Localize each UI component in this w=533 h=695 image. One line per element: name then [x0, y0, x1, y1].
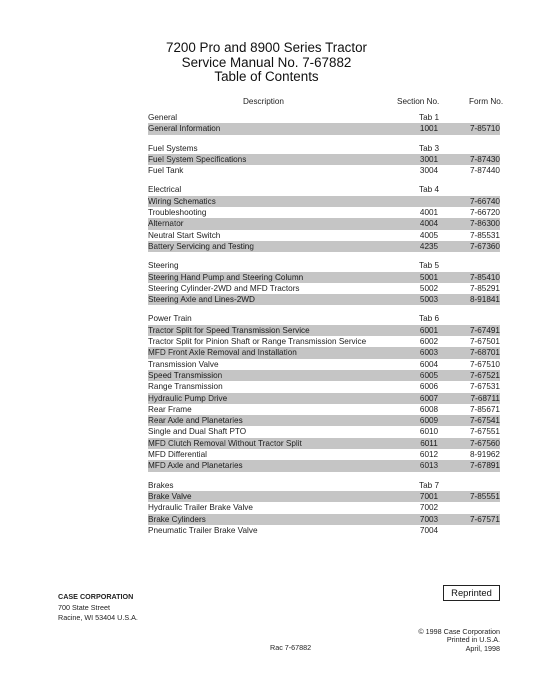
toc-description: Range Transmission	[148, 382, 223, 392]
toc-section-number: 6005	[419, 370, 439, 380]
toc-row	[148, 294, 500, 305]
toc-form-number: 8-91962	[469, 450, 500, 460]
toc-form-number: 7-67541	[469, 416, 500, 426]
toc-description: MFD Clutch Removal Without Tractor Split	[148, 438, 302, 448]
toc-section	[148, 260, 500, 305]
toc-row	[148, 230, 500, 241]
toc-row	[148, 347, 500, 358]
toc-description: Neutral Start Switch	[148, 230, 221, 240]
toc-row	[148, 415, 500, 426]
toc-row	[148, 525, 500, 536]
toc-section-number: 4001	[419, 208, 439, 218]
toc-form-number: 7-67551	[469, 427, 500, 437]
toc-form-number: 7-87430	[469, 154, 500, 164]
toc-row	[148, 123, 500, 134]
toc-section	[148, 313, 500, 471]
toc-section	[148, 480, 500, 536]
toc-row	[148, 370, 500, 381]
toc-form-number: 7-67571	[469, 514, 500, 524]
toc-description: Brake Cylinders	[148, 514, 206, 524]
section-heading	[148, 143, 500, 154]
toc-form-number: 7-67510	[469, 359, 500, 369]
toc-section-number: 3001	[419, 154, 439, 164]
toc-section	[148, 184, 500, 252]
toc-row	[148, 272, 500, 283]
section-tab: Tab 6	[418, 314, 440, 324]
toc-description: Fuel Tank	[148, 166, 184, 176]
toc-form-number: 7-85531	[469, 230, 500, 240]
toc-section-number: 6011	[420, 438, 438, 448]
section-heading	[148, 260, 500, 271]
toc-section-number: 4005	[419, 230, 439, 240]
column-header-section: Section No.	[397, 97, 440, 106]
toc-row	[148, 218, 500, 229]
toc-description: Steering Hand Pump and Steering Column	[148, 272, 304, 282]
toc-description: Rear Frame	[148, 404, 192, 414]
toc-section-number: 3004	[419, 166, 439, 176]
company-address	[58, 592, 138, 624]
toc-section-number: 6001	[419, 325, 439, 335]
toc-section-number: 4235	[419, 241, 439, 251]
section-heading	[148, 112, 500, 123]
toc-form-number: 7-86300	[469, 219, 500, 229]
toc-section-number: 6008	[419, 404, 439, 414]
company-street: 700 State Street	[58, 602, 110, 612]
section-name: Brakes	[148, 480, 174, 490]
toc-description: Rear Axle and Planetaries	[148, 416, 243, 426]
toc-description: Steering Axle and Lines-2WD	[148, 295, 255, 305]
company-name: CASE CORPORATION	[58, 592, 134, 601]
section-heading	[148, 313, 500, 324]
toc-description: Tractor Split for Pinion Shaft or Range Transmission Service	[148, 337, 367, 347]
toc-form-number: 7-67560	[469, 438, 500, 448]
toc-form-number: 7-68701	[469, 348, 500, 358]
toc-section-number: 7004	[419, 525, 439, 535]
toc-row	[148, 154, 500, 165]
toc-section-number: 1001	[419, 124, 439, 134]
toc-description: Pneumatic Trailer Brake Valve	[148, 525, 258, 535]
toc-form-number: 7-67501	[469, 337, 500, 347]
table-of-contents	[148, 112, 500, 544]
toc-section-number: 6012	[419, 450, 439, 460]
toc-section	[148, 112, 500, 135]
title-line-2: Service Manual No. 7-67882	[181, 54, 352, 70]
toc-section-number: 6013	[419, 461, 439, 471]
toc-row	[148, 359, 500, 370]
toc-description: Troubleshooting	[148, 208, 207, 218]
toc-description: Single and Dual Shaft PTO	[148, 427, 247, 437]
toc-description: Hydraulic Pump Drive	[148, 393, 228, 403]
toc-row	[148, 491, 500, 502]
copyright-text: © 1998 Case Corporation	[418, 627, 500, 636]
reprinted-stamp: Reprinted	[443, 585, 500, 601]
section-tab: Tab 1	[418, 113, 440, 122]
toc-section-number: 7003	[419, 514, 439, 524]
toc-row	[148, 336, 500, 347]
toc-form-number: 7-66720	[469, 208, 500, 218]
toc-description: Alternator	[148, 219, 184, 229]
toc-section-number: 6002	[419, 337, 439, 347]
section-name: General	[148, 113, 178, 122]
copyright-block	[418, 628, 500, 653]
section-tab: Tab 5	[418, 261, 440, 271]
toc-description: MFD Axle and Planetaries	[148, 461, 243, 471]
column-header-description: Description	[243, 97, 284, 106]
toc-description: Wiring Schematics	[148, 196, 216, 206]
toc-description: MFD Front Axle Removal and Installation	[148, 348, 297, 358]
toc-form-number: 7-85410	[469, 272, 500, 282]
toc-row	[148, 283, 500, 294]
toc-form-number: 7-67891	[469, 461, 500, 471]
toc-form-number: 7-85291	[469, 283, 500, 293]
toc-description: General Information	[148, 124, 221, 134]
print-date: April, 1998	[465, 643, 500, 653]
toc-row	[148, 207, 500, 218]
toc-form-number: 7-87440	[469, 166, 500, 176]
toc-form-number: 7-85551	[469, 491, 500, 501]
toc-row	[148, 460, 500, 471]
toc-section-number: 6003	[419, 348, 439, 358]
toc-form-number: 7-67531	[469, 382, 500, 392]
printed-in-text: Printed in U.S.A.	[446, 635, 500, 645]
toc-section-number: 6009	[419, 416, 439, 426]
toc-description: Brake Valve	[148, 491, 192, 501]
toc-row	[148, 502, 500, 513]
section-heading	[148, 480, 500, 491]
toc-row	[148, 449, 500, 460]
toc-form-number: 8-91841	[469, 295, 500, 305]
toc-row	[148, 426, 500, 437]
toc-section-number: 6007	[419, 393, 439, 403]
toc-description: Hydraulic Trailer Brake Valve	[148, 503, 253, 513]
section-name: Steering	[148, 261, 179, 271]
section-tab: Tab 7	[418, 480, 440, 490]
toc-row	[148, 438, 500, 449]
company-city: Racine, WI 53404 U.S.A.	[58, 613, 138, 623]
section-name: Fuel Systems	[148, 143, 198, 153]
title-line-1: 7200 Pro and 8900 Series Tractor	[166, 40, 367, 55]
toc-section-number: 7002	[419, 503, 439, 513]
toc-form-number: 7-68711	[470, 393, 500, 403]
toc-description: Battery Servicing and Testing	[148, 241, 254, 251]
toc-section	[148, 143, 500, 177]
toc-section-number: 5003	[419, 295, 439, 305]
toc-section-number: 4004	[419, 219, 439, 229]
toc-form-number: 7-85671	[469, 404, 500, 414]
toc-section-number: 5001	[419, 272, 439, 282]
section-tab: Tab 3	[418, 143, 440, 153]
toc-row	[148, 514, 500, 525]
toc-form-number: 7-85710	[469, 124, 500, 134]
toc-row	[148, 325, 500, 336]
section-heading	[148, 184, 500, 195]
toc-form-number: 7-67521	[469, 370, 500, 380]
title-line-3: Table of Contents	[214, 69, 319, 85]
section-name: Electrical	[148, 185, 182, 195]
toc-form-number: 7-67491	[469, 325, 500, 335]
toc-description: Tractor Split for Speed Transmission Service	[148, 325, 310, 335]
document-code: Rac 7-67882	[270, 643, 312, 652]
toc-row	[148, 196, 500, 207]
toc-description: Speed Transmission	[148, 370, 223, 380]
toc-row	[148, 393, 500, 404]
toc-form-number: 7-67360	[469, 241, 500, 251]
toc-row	[148, 165, 500, 176]
column-header-form: Form No.	[469, 97, 504, 106]
toc-section-number: 7001	[419, 491, 439, 501]
toc-description: Fuel System Specifications	[148, 154, 247, 164]
toc-section-number: 5002	[419, 283, 439, 293]
toc-section-number: 6006	[419, 382, 439, 392]
toc-description: Steering Cylinder-2WD and MFD Tractors	[148, 283, 300, 293]
toc-section-number: 6004	[419, 359, 439, 369]
section-tab: Tab 4	[418, 185, 440, 195]
toc-form-number: 7-66740	[469, 196, 500, 206]
section-name: Power Train	[148, 314, 192, 324]
document-title	[0, 41, 533, 85]
toc-row	[148, 381, 500, 392]
toc-description: Transmission Valve	[148, 359, 219, 369]
toc-description: MFD Differential	[148, 450, 207, 460]
toc-section-number: 6010	[419, 427, 439, 437]
toc-row	[148, 404, 500, 415]
toc-row	[148, 241, 500, 252]
